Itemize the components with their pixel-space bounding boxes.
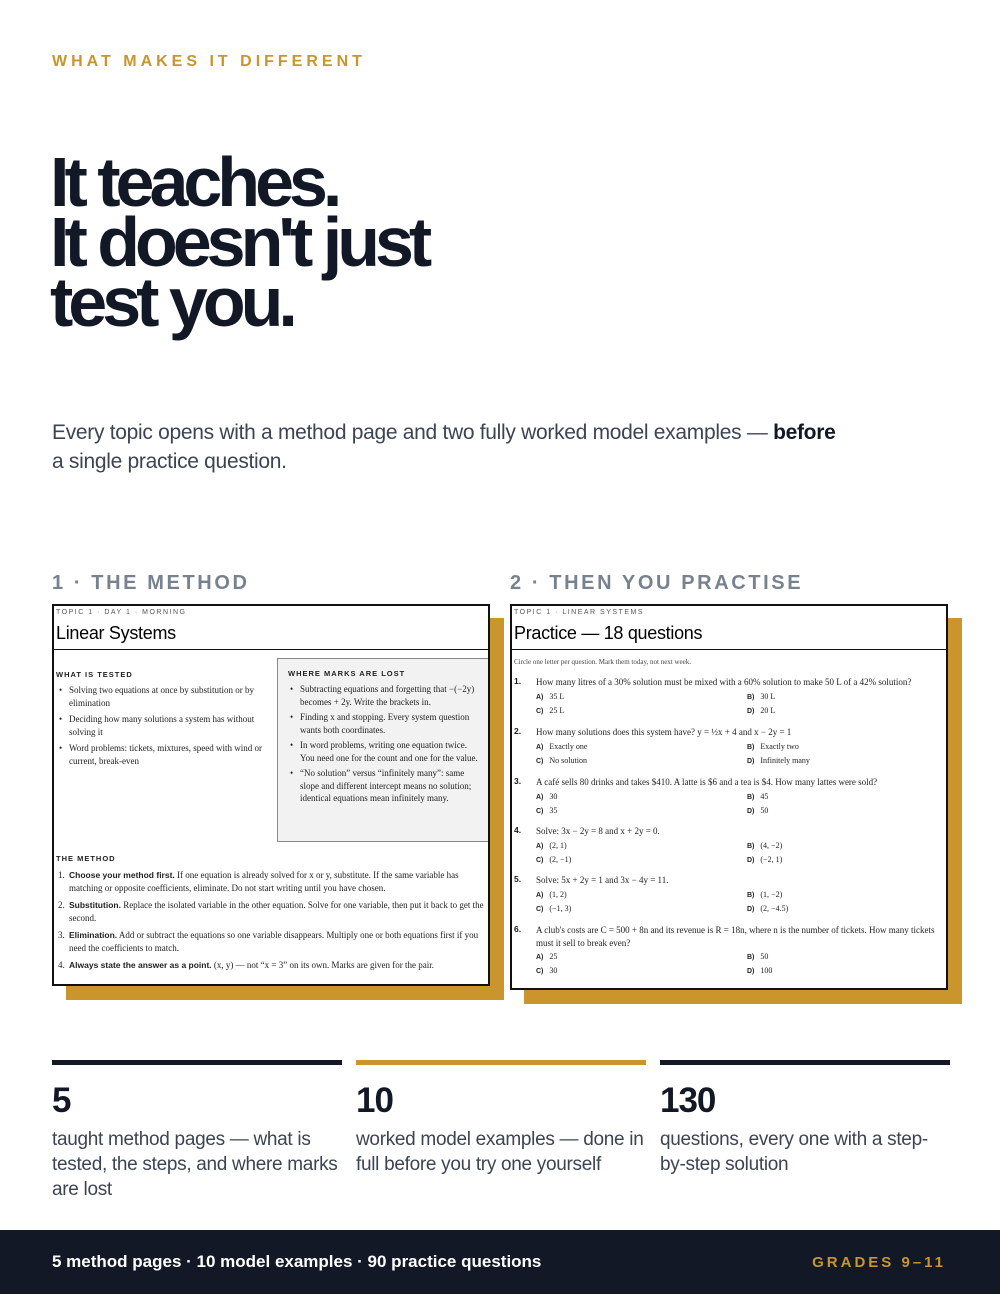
- question-number: 4.: [514, 825, 522, 835]
- step-lead: Substitution.: [69, 900, 121, 910]
- method-title-rule: [54, 649, 488, 650]
- option[interactable]: D) (2, −4.5): [747, 904, 789, 913]
- tested-list: [56, 684, 274, 767]
- method-step: [56, 899, 488, 924]
- stat-description: worked model examples — done in full before you try one yourself: [356, 1129, 644, 1175]
- option[interactable]: C) (2, −1): [536, 855, 572, 864]
- option[interactable]: B) (1, −2): [747, 890, 783, 899]
- step-number: 3.: [58, 930, 65, 940]
- practice-title-rule: [512, 649, 946, 650]
- stat-number: 130: [660, 1081, 716, 1120]
- option[interactable]: A) 25: [536, 952, 558, 961]
- method-heading: THE METHOD: [56, 854, 116, 863]
- option[interactable]: A) 35 L: [536, 692, 565, 701]
- option[interactable]: B) Exactly two: [747, 742, 799, 751]
- method-steps: [56, 869, 488, 972]
- eyebrow: WHAT MAKES IT DIFFERENT: [52, 53, 366, 70]
- option[interactable]: C) 30: [536, 966, 558, 975]
- method-topic-line: TOPIC 1 · DAY 1 · MORNING: [56, 609, 187, 616]
- option[interactable]: B) (4, −2): [747, 841, 783, 850]
- list-item: • “No solution” versus “infinitely many”: same slope and different intercept means no solution; identical equations mean infinitely many.: [288, 767, 478, 805]
- tested-heading: WHAT IS TESTED: [56, 670, 133, 679]
- step-text: If one equation is already solved for x or y, substitute. If the same variable has matching or opposite coefficients, eliminate. Do not start writing until you have chosen.: [69, 870, 459, 893]
- option[interactable]: B) 45: [747, 792, 769, 801]
- option[interactable]: D) Infinitely many: [747, 756, 810, 765]
- question-number: 3.: [514, 776, 522, 786]
- where-marks-are-lost-box: [277, 658, 489, 842]
- stat-description: questions, every one with a step-by-step solution: [660, 1129, 928, 1175]
- option[interactable]: A) (2, 1): [536, 841, 567, 850]
- question-text: How many litres of a 30% solution must be mixed with a 60% solution to make 50 L of a 42% solution?: [536, 677, 912, 687]
- step-text: Replace the isolated variable in the other equation. Solve for one variable, then put it back to get the second.: [69, 900, 484, 923]
- method-card: [52, 604, 490, 986]
- headline: [50, 143, 428, 341]
- question-number: 2.: [514, 726, 522, 736]
- list-item: • Subtracting equations and forgetting that −(−2y) becomes + 2y. Write the brackets in.: [288, 683, 478, 708]
- question-text: How many solutions does this system have? y = ½x + 4 and x − 2y = 1: [536, 727, 792, 737]
- question-text: A café sells 80 drinks and takes $410. A latte is $6 and a tea is $4. How many lattes were sold?: [536, 777, 878, 787]
- footer-summary: 5 method pages · 10 model examples · 90 practice questions: [52, 1252, 542, 1271]
- method-title: Linear Systems: [56, 623, 176, 643]
- practice-instructions: Circle one letter per question. Mark them today, not next week.: [514, 658, 692, 666]
- practice-topic-line: TOPIC 1 · LINEAR SYSTEMS: [514, 609, 645, 616]
- list-item: • In word problems, writing one equation twice. You need one for the count and one for the value.: [288, 739, 478, 764]
- option[interactable]: B) 50: [747, 952, 769, 961]
- practice-title: Practice — 18 questions: [514, 623, 703, 643]
- the-method: [56, 854, 488, 977]
- stat-model-examples: [356, 1060, 646, 1177]
- lede-text: Every topic opens with a method page and two fully worked model examples —: [52, 421, 774, 444]
- step-text: Add or subtract the equations so one variable disappears. Multiply one or both equations first if you need the coefficients to match.: [69, 930, 479, 953]
- list-item: • Finding x and stopping. Every system question wants both coordinates.: [288, 711, 478, 736]
- headline-line-1: It teaches.: [50, 143, 338, 221]
- option[interactable]: C) 25 L: [536, 706, 565, 715]
- list-item: • Word problems: tickets, mixtures, speed with wind or current, break-even: [56, 742, 274, 767]
- stat-description: taught method pages — what is tested, the steps, and where marks are lost: [52, 1129, 338, 1200]
- option[interactable]: D) (−2, 1): [747, 855, 783, 864]
- option[interactable]: D) 20 L: [747, 706, 776, 715]
- footer-bar: [0, 1230, 1000, 1294]
- lede-emphasis: before: [773, 421, 836, 444]
- option[interactable]: C) No solution: [536, 756, 587, 765]
- step-lead: Choose your method first.: [69, 870, 175, 880]
- stat-bar: [52, 1060, 342, 1065]
- option[interactable]: B) 30 L: [747, 692, 776, 701]
- footer-grades: GRADES 9–11: [812, 1254, 946, 1271]
- stat-bar: [660, 1060, 950, 1065]
- option[interactable]: A) Exactly one: [536, 742, 588, 751]
- method-step: [56, 869, 488, 894]
- practice-card-page: [510, 604, 948, 990]
- question-number: 1.: [514, 676, 522, 686]
- question-text: A club's costs are C = 500 + 8n and its revenue is R = 18n, where n is the number of tickets. How many tickets must it sell to break even?: [536, 925, 935, 948]
- step-lead: Always state the answer as a point.: [69, 960, 212, 970]
- method-step: [56, 959, 488, 972]
- lost-list: [288, 683, 478, 805]
- practice-card: [510, 604, 948, 990]
- method-step: [56, 929, 488, 954]
- option[interactable]: C) 35: [536, 806, 558, 815]
- headline-line-2: It doesn't just: [50, 203, 428, 281]
- practice-panel-label: 2 · THEN YOU PRACTISE: [510, 572, 804, 594]
- stat-number: 10: [356, 1081, 393, 1120]
- list-item: • Deciding how many solutions a system has without solving it: [56, 713, 274, 738]
- step-number: 4.: [58, 960, 65, 970]
- lede: [52, 418, 952, 476]
- lede-tail: a single practice question.: [52, 450, 287, 473]
- stat-method-pages: [52, 1060, 342, 1202]
- option[interactable]: C) (−1, 3): [536, 904, 572, 913]
- question-text: Solve: 3x − 2y = 8 and x + 2y = 0.: [536, 826, 660, 836]
- option[interactable]: D) 50: [747, 806, 769, 815]
- method-panel-label: 1 · THE METHOD: [52, 572, 250, 594]
- what-is-tested: [56, 670, 274, 771]
- question-number: 6.: [514, 924, 522, 934]
- lost-heading: WHERE MARKS ARE LOST: [288, 669, 406, 678]
- method-card-page: [52, 604, 490, 986]
- stat-questions: [660, 1060, 950, 1177]
- option[interactable]: D) 100: [747, 966, 773, 975]
- option[interactable]: A) 30: [536, 792, 558, 801]
- step-number: 1.: [58, 870, 65, 880]
- stat-number: 5: [52, 1081, 71, 1120]
- question-number: 5.: [514, 874, 522, 884]
- stat-bar: [356, 1060, 646, 1065]
- question-text: Solve: 5x + 2y = 1 and 3x − 4y = 11.: [536, 875, 669, 885]
- step-lead: Elimination.: [69, 930, 118, 940]
- headline-line-3: test you.: [50, 263, 293, 341]
- option[interactable]: A) (1, 2): [536, 890, 567, 899]
- list-item: • Solving two equations at once by substitution or by elimination: [56, 684, 274, 709]
- step-number: 2.: [58, 900, 65, 910]
- step-text: (x, y) — not “x = 3” on its own. Marks are given for the pair.: [211, 960, 434, 970]
